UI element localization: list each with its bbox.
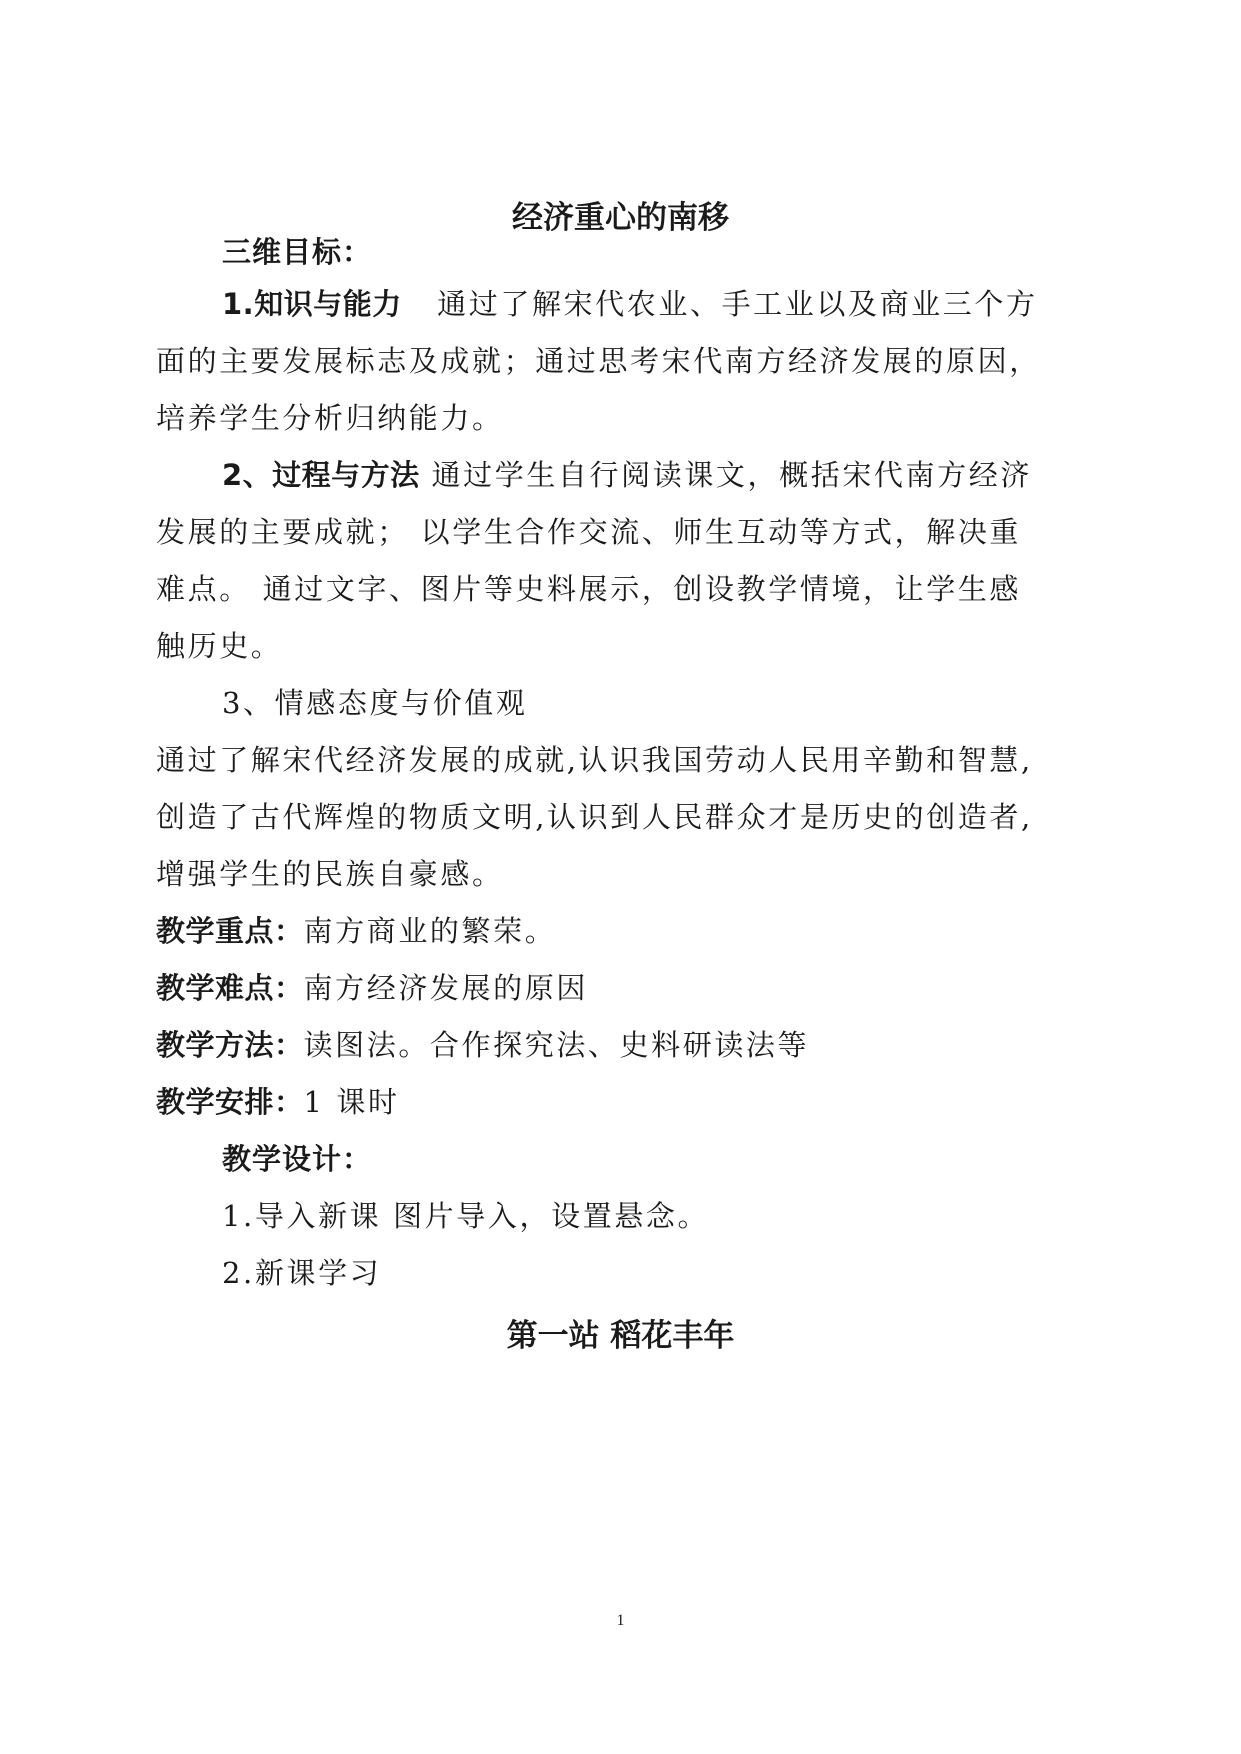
objective-3-line-3: 增强学生的民族自豪感。 bbox=[156, 857, 504, 891]
station-heading: 第一站 稻花丰年 bbox=[506, 1318, 735, 1354]
teaching-difficulty-label: 教学难点： bbox=[156, 971, 304, 1005]
objective-1-line-3: 培养学生分析归纳能力。 bbox=[156, 401, 504, 435]
teaching-method bbox=[156, 1025, 1086, 1065]
objective-2-line-4: 触历史。 bbox=[156, 629, 283, 663]
teaching-method-label: 教学方法： bbox=[156, 1028, 304, 1062]
teaching-key-point bbox=[156, 911, 1086, 951]
teaching-key-label: 教学重点： bbox=[156, 914, 304, 948]
teaching-schedule-text: 1 课时 bbox=[303, 1085, 400, 1119]
teaching-method-text: 读图法。合作探究法、史料研读法等 bbox=[303, 1028, 810, 1062]
teaching-difficulty bbox=[156, 968, 1086, 1008]
design-item-2: 2.新课学习 bbox=[222, 1256, 382, 1290]
teaching-difficulty-text: 南方经济发展的原因 bbox=[303, 971, 588, 1005]
teaching-schedule-label: 教学安排： bbox=[156, 1085, 304, 1119]
objective-2-line-2: 发展的主要成就； 以学生合作交流、师生互动等方式，解决重 bbox=[156, 515, 1022, 549]
objective-3-label: 3、情感态度与价值观 bbox=[222, 686, 528, 720]
objective-3-line-2: 创造了古代辉煌的物质文明,认识到人民群众才是历史的创造者, bbox=[156, 800, 1033, 834]
objective-2-line-1 bbox=[222, 455, 1082, 495]
objective-2-label: 2、过程与方法 bbox=[222, 458, 420, 492]
objective-1-line-1 bbox=[222, 284, 1082, 324]
objective-2-line-3: 难点。 通过文字、图片等史料展示，创设教学情境，让学生感 bbox=[156, 572, 1022, 606]
objective-2-text: 通过学生自行阅读课文，概括宋代南方经济 bbox=[431, 458, 1032, 492]
document-title: 经济重心的南移 bbox=[512, 200, 729, 236]
objective-1-label: 1.知识与能力 bbox=[222, 287, 402, 321]
page-number: 1 bbox=[616, 1612, 625, 1629]
objective-3-line-1: 通过了解宋代经济发展的成就,认识我国劳动人民用辛勤和智慧, bbox=[156, 743, 1033, 777]
objective-1-text: 通过了解宋代农业、手工业以及商业三个方 bbox=[437, 287, 1038, 321]
teaching-key-text: 南方商业的繁荣。 bbox=[303, 914, 557, 948]
objectives-heading: 三维目标： bbox=[222, 235, 373, 269]
teaching-schedule bbox=[156, 1082, 1086, 1122]
objective-1-line-2: 面的主要发展标志及成就；通过思考宋代南方经济发展的原因， bbox=[156, 344, 1041, 378]
design-item-1: 1.导入新课 图片导入，设置悬念。 bbox=[222, 1199, 710, 1233]
design-heading: 教学设计： bbox=[222, 1142, 373, 1176]
